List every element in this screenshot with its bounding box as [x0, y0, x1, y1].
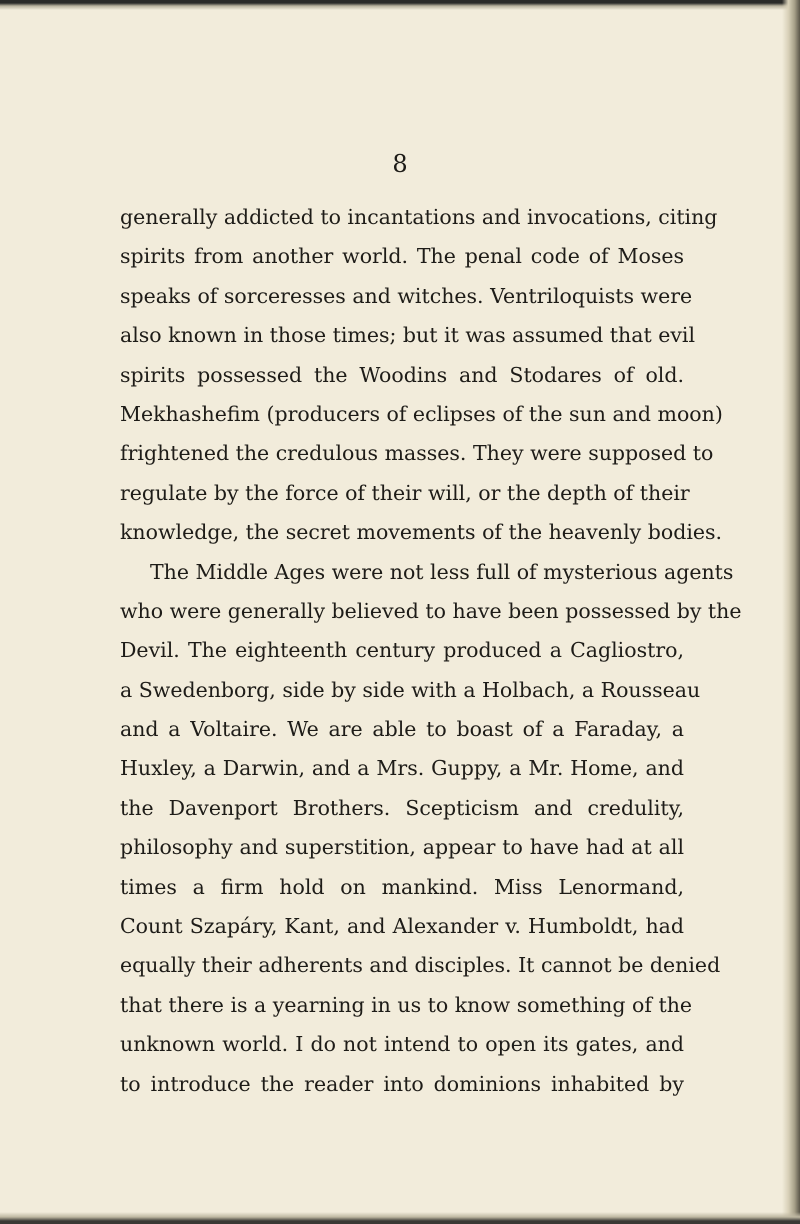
text-line: knowledge, the secret movements of the heavenly bodies.: [120, 520, 723, 545]
text-line: generally addicted to incantations and invocations, citing: [120, 205, 718, 229]
text-line: speaks of sorceresses and witches. Ventriloquists were: [120, 283, 693, 308]
text-line: that there is a yearning in us to know something of the: [120, 992, 693, 1017]
text-line: Huxley, a Darwin, and a Mrs. Guppy, a Mr. Home, and: [120, 756, 684, 781]
page-bottom-edge: [0, 1212, 800, 1224]
text-line: a Swedenborg, side by side with a Holbach, a Rousseau: [120, 677, 701, 702]
text-line: frightened the credulous masses. They were supposed to: [120, 441, 714, 466]
text-line: spirits possessed the Woodins and Stodares of old.: [120, 362, 684, 387]
text-line: unknown world. I do not intend to open its gates, and: [120, 1032, 684, 1057]
text-line: also known in those times; but it was assumed that evil: [120, 323, 696, 348]
text-line: The Middle Ages were not less full of mysterious agents: [150, 559, 734, 584]
page-top-edge: [0, 0, 800, 10]
text-line: who were generally believed to have been possessed by the: [120, 598, 742, 623]
text-line: times a firm hold on mankind. Miss Lenormand,: [120, 874, 684, 899]
text-line: regulate by the force of their will, or the depth of their: [120, 480, 690, 505]
page-binding-edge: [782, 0, 800, 1224]
body-text: [120, 198, 742, 1104]
text-line: philosophy and superstition, appear to have had at all: [120, 835, 684, 860]
text-line: equally their adherents and disciples. It cannot be denied: [120, 953, 721, 978]
text-line: and a Voltaire. We are able to boast of a Faraday, a: [120, 717, 684, 742]
text-line: Count Szapáry, Kant, and Alexander v. Humboldt, had: [120, 914, 684, 939]
text-line: Devil. The eighteenth century produced a Cagliostro,: [120, 638, 684, 663]
text-line: spirits from another world. The penal code of Moses: [120, 244, 684, 269]
text-line: Mekhashefim (producers of eclipses of the sun and moon): [120, 401, 723, 426]
page-number: 8: [392, 150, 408, 178]
text-line: the Davenport Brothers. Scepticism and credulity,: [120, 795, 684, 820]
text-line: to introduce the reader into dominions inhabited by: [120, 1071, 684, 1096]
